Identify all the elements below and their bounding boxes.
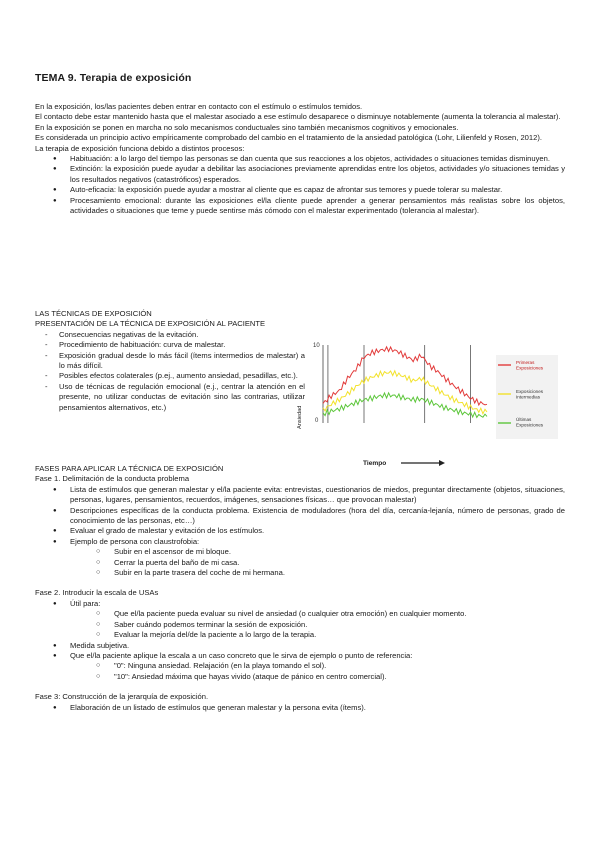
scale-anchor-list <box>35 661 565 682</box>
scale-anchor-item: ○ "0": Ninguna ansiedad. Relajación (en la playa tomando el sol). <box>35 661 565 671</box>
section-heading: FASES PARA APLICAR LA TÉCNICA DE EXPOSICIÓN <box>35 464 224 473</box>
technique-item: - Procedimiento de habituación: curva de malestar. <box>35 340 305 350</box>
phase2-list <box>35 599 565 609</box>
phase1-item: ● Evaluar el grado de malestar y evitación de los estímulos. <box>35 526 565 536</box>
anxiety-curve-chart <box>297 337 567 472</box>
series-line-3 <box>323 393 487 418</box>
x-axis-label: Tiempo <box>363 460 387 467</box>
techniques-list <box>35 330 305 413</box>
intro-paragraph: El contacto debe estar mantenido hasta que el malestar asociado a ese estímulo desaparece o disminuye notablemente (aumenta la tolerancia al malestar). <box>35 112 561 122</box>
process-item: ● Habituación: a lo largo del tiempo las personas se dan cuenta que sus reacciones a los objetos, actividades o situaciones temidas disminuyen. <box>35 154 565 164</box>
phase3-list <box>35 703 565 713</box>
intro-paragraph: La terapia de exposición funciona debido a distintos procesos: <box>35 143 245 153</box>
techniques-section <box>35 309 305 413</box>
intro-paragraph: En la exposición, los/las pacientes deben entrar en contacto con el estímulo o estímulos temidos. <box>35 102 363 111</box>
phase1-item: ● Lista de estímulos que generan malestar y el/la paciente evita: entrevistas, cuestionarios de miedos, preguntar directamente (objetos, situaciones, personas, lugares, pensamientos, recuerdos, imágenes, sensaciones físicas… que provocan malestar) <box>35 485 565 506</box>
legend-label: Últimas Exposiciones <box>516 417 544 428</box>
legend-label: Primeras Exposiciones <box>516 360 544 371</box>
section-subheading: PRESENTACIÓN DE LA TÉCNICA DE EXPOSICIÓN AL PACIENTE <box>35 319 266 329</box>
intro-paragraph: En la exposición se ponen en marcha no solo mecanismos conductuales sino también mecanismos cognitivos y emocionales. <box>35 122 459 132</box>
y-axis-label: Ansiedad <box>297 405 303 429</box>
y-tick-label: 0 <box>315 418 319 424</box>
phase1-list <box>35 485 565 547</box>
chart-canvas <box>297 337 567 472</box>
phase2-list <box>35 641 565 662</box>
phase1-item: ● Ejemplo de persona con claustrofobia: <box>35 537 565 547</box>
page-title: TEMA 9. Terapia de exposición <box>35 72 192 84</box>
phase2-item: ● Útil para: <box>35 599 565 609</box>
process-list <box>35 154 565 216</box>
useful-for-item: ○ Saber cuándo podemos terminar la sesión de exposición. <box>35 620 565 630</box>
scale-anchor-item: ○ "10": Ansiedad máxima que hayas vivido (ataque de pánico en centro comercial). <box>35 672 565 682</box>
legend-label: Exposiciones Intermedias <box>516 389 544 400</box>
phase-title: Fase 2. Introducir la escala de USAs <box>35 588 159 598</box>
phase-title: Fase 1. Delimitación de la conducta problema <box>35 474 190 484</box>
technique-item: - Uso de técnicas de regulación emocional (e.j., centrar la atención en el presente, no utilizar conductas de evitación sino las contrarias, utilizar pensamientos alternativos, etc.) <box>35 382 305 413</box>
phase1-item: ● Descripciones específicas de la conducta problema. Existencia de moduladores (hora del día, cercanía-lejanía, número de personas, grado de conocimiento de las personas, etc…) <box>35 506 565 527</box>
section-heading: LAS TÉCNICAS DE EXPOSICIÓN <box>35 309 152 318</box>
phase3-item: ● Elaboración de un listado de estímulos que generan malestar y la persona evita (ítems). <box>35 703 565 713</box>
example-item: ○ Subir en el ascensor de mi bloque. <box>35 547 565 557</box>
phase-title: Fase 3: Construcción de la jerarquía de exposición. <box>35 692 209 702</box>
technique-item: - Exposición gradual desde lo más fácil (ítems intermedios de malestar) a lo más difícil. <box>35 351 305 372</box>
chart-legend <box>496 355 558 439</box>
chart-plot-layer <box>323 345 487 423</box>
claustrophobia-example-list <box>35 547 565 578</box>
y-tick-label: 10 <box>313 343 320 349</box>
useful-for-list <box>35 609 565 640</box>
useful-for-item: ○ Evaluar la mejoría del/de la paciente a lo largo de la terapia. <box>35 630 565 640</box>
intro-paragraph: Es considerada un principio activo empíricamente comprobado del cambio en el tratamiento de la ansiedad patológica (Lohr, Lilienfeld y Rosen, 2012). <box>35 133 542 143</box>
example-item: ○ Cerrar la puerta del baño de mi casa. <box>35 558 565 568</box>
technique-item: - Posibles efectos colaterales (p.ej., aumento ansiedad, pesadillas, etc.). <box>35 371 305 381</box>
phase2-item: ● Medida subjetiva. <box>35 641 565 651</box>
process-item: ● Procesamiento emocional: durante las exposiciones el/la cliente puede aprender a generar pensamientos más realistas sobre los objetos, actividades o situaciones que teme y puede sentirse más cómodo con el malestar experimentado (tolerancia al malestar). <box>35 196 565 217</box>
phase2-item: ● Que el/la paciente aplique la escala a un caso concreto que le sirva de ejemplo o punto de referencia: <box>35 651 565 661</box>
phases-section <box>35 464 565 713</box>
useful-for-item: ○ Que el/la paciente pueda evaluar su nivel de ansiedad (o cualquier otra emoción) en cualquier momento. <box>35 609 565 619</box>
example-item: ○ Subir en la parte trasera del coche de mi hermana. <box>35 568 565 578</box>
process-item: ● Extinción: la exposición puede ayudar a debilitar las asociaciones previamente aprendidas entre los objetos, actividades y/o situaciones temidas y los resultados negativos (catastróficos) esperados. <box>35 164 565 185</box>
process-item: ● Auto-eficacia: la exposición puede ayudar a mostrar al cliente que es capaz de afrontar sus temores y puede tolerar su malestar. <box>35 185 565 195</box>
technique-item: - Consecuencias negativas de la evitación. <box>35 330 305 340</box>
intro-section <box>35 102 565 216</box>
